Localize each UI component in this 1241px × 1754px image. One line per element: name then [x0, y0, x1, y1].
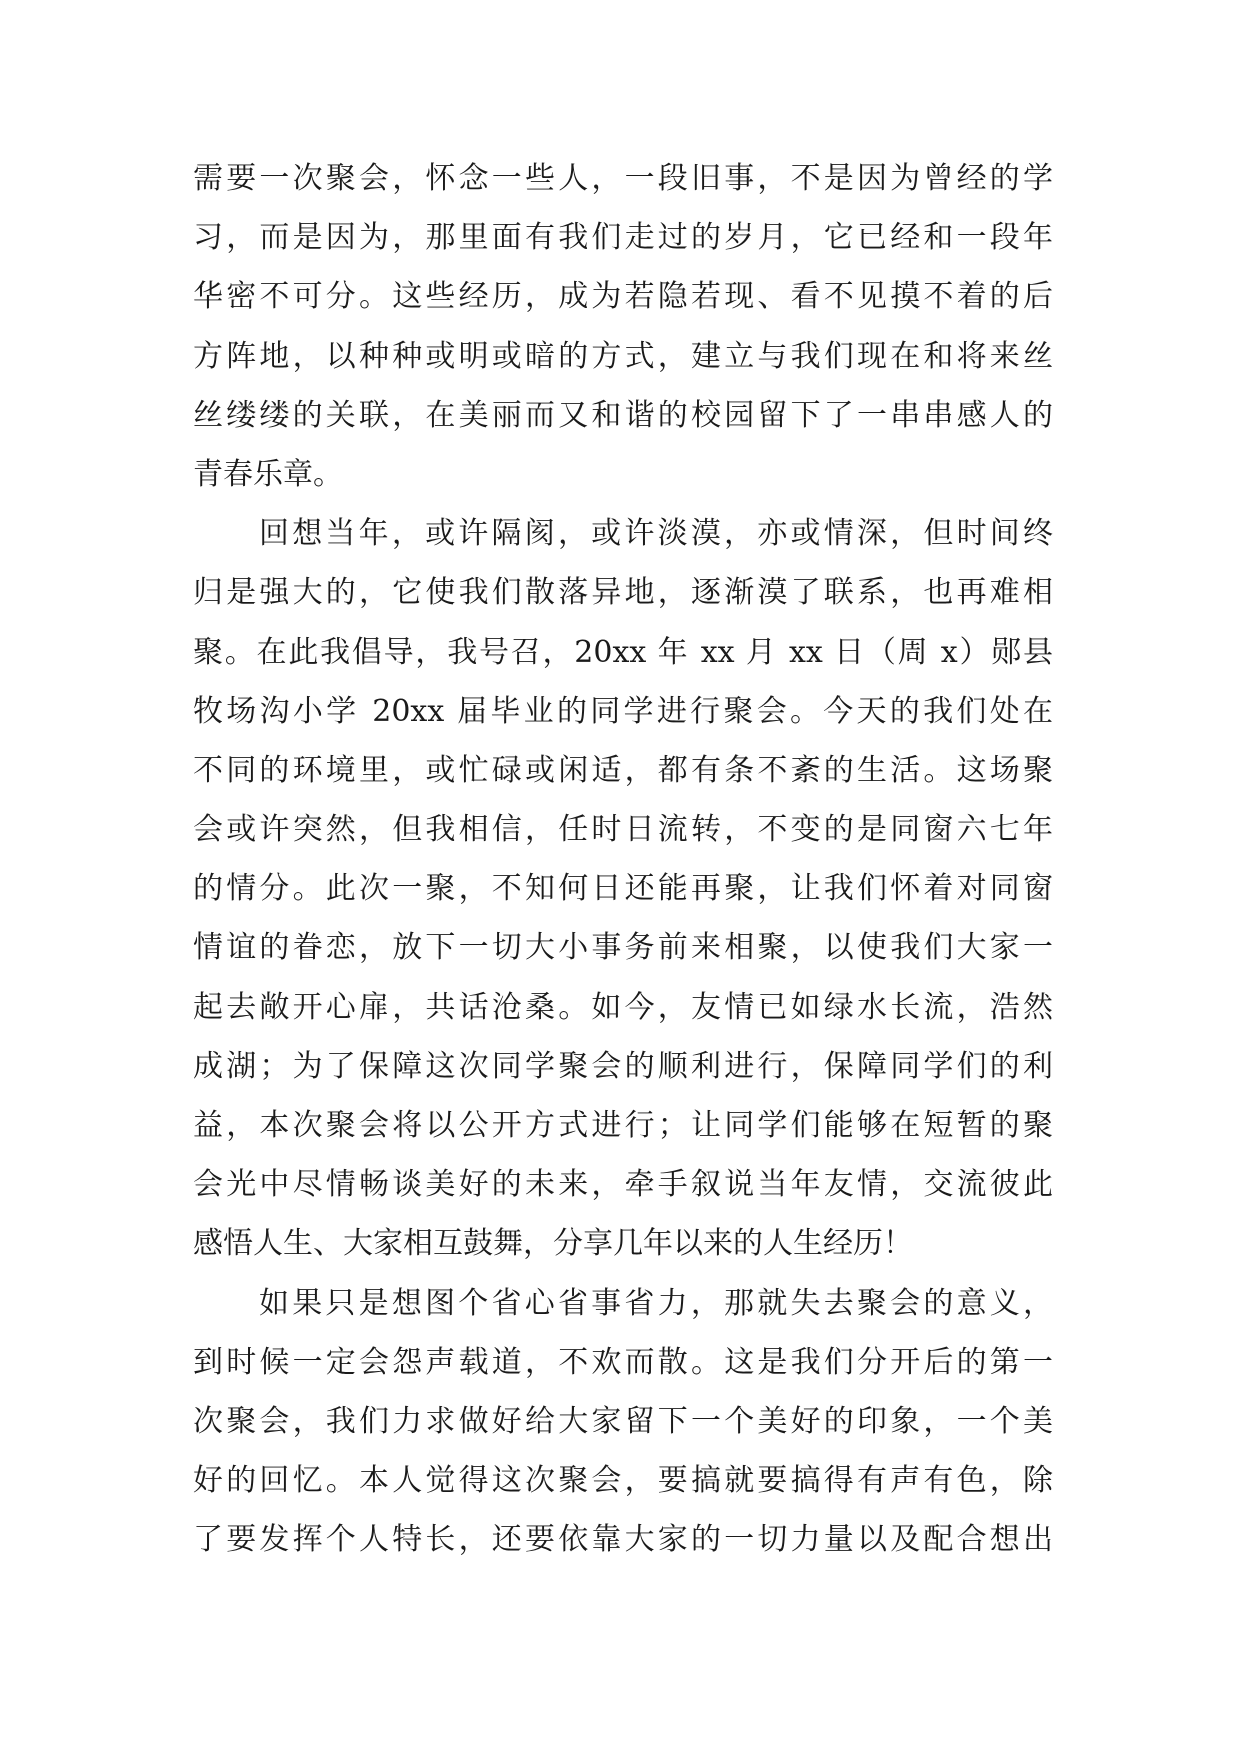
text-line: 好的回忆。本人觉得这次聚会，要搞就要搞得有声有色，除 [193, 1463, 1053, 1499]
paragraph-first-line: 回想当年，或许隔阂，或许淡漠，亦或情深，但时间终 [259, 516, 1053, 552]
text-line: 起去敞开心扉，共话沧桑。如今，友情已如绿水长流，浩然 [193, 989, 1053, 1025]
text-line: 习，而是因为，那里面有我们走过的岁月，它已经和一段年 [193, 220, 1053, 256]
text-line: 青春乐章。 [193, 456, 343, 492]
text-line: 情谊的眷恋，放下一切大小事务前来相聚，以使我们大家一 [193, 930, 1053, 966]
text-line: 的情分。此次一聚，不知何日还能再聚，让我们怀着对同窗 [193, 871, 1053, 907]
text-line: 次聚会，我们力求做好给大家留下一个美好的印象，一个美 [193, 1403, 1053, 1439]
text-line: 丝缕缕的关联，在美丽而又和谐的校园留下了一串串感人的 [193, 397, 1053, 433]
paragraph-first-line: 如果只是想图个省心省事省力，那就失去聚会的意义， [259, 1285, 1053, 1321]
text-line: 到时候一定会怨声载道，不欢而散。这是我们分开后的第一 [193, 1344, 1053, 1380]
text-line: 会光中尽情畅谈美好的未来，牵手叙说当年友情，交流彼此 [193, 1167, 1053, 1203]
text-line: 成湖；为了保障这次同学聚会的顺利进行，保障同学们的利 [193, 1048, 1053, 1084]
text-line: 会或许突然，但我相信，任时日流转，不变的是同窗六七年 [193, 812, 1053, 848]
text-line: 了要发挥个人特长，还要依靠大家的一切力量以及配合想出 [193, 1522, 1053, 1558]
text-line: 感悟人生、大家相互鼓舞，分享几年以来的人生经历！ [193, 1226, 913, 1262]
text-line: 方阵地，以种种或明或暗的方式，建立与我们现在和将来丝 [193, 338, 1053, 374]
text-line: 不同的环境里，或忙碌或闲适，都有条不紊的生活。这场聚 [193, 752, 1053, 788]
text-line: 牧场沟小学 20xx 届毕业的同学进行聚会。今天的我们处在 [193, 693, 1053, 729]
text-line: 益，本次聚会将以公开方式进行；让同学们能够在短暂的聚 [193, 1108, 1053, 1143]
text-line: 华密不可分。这些经历，成为若隐若现、看不见摸不着的后 [193, 279, 1053, 315]
text-line: 需要一次聚会，怀念一些人，一段旧事，不是因为曾经的学 [193, 161, 1053, 196]
text-line: 归是强大的，它使我们散落异地，逐渐漠了联系，也再难相 [193, 575, 1053, 611]
document-body [193, 149, 1053, 1570]
text-line: 聚。在此我倡导，我号召，20xx 年 xx 月 xx 日（周 x）郧县 [193, 634, 1053, 670]
